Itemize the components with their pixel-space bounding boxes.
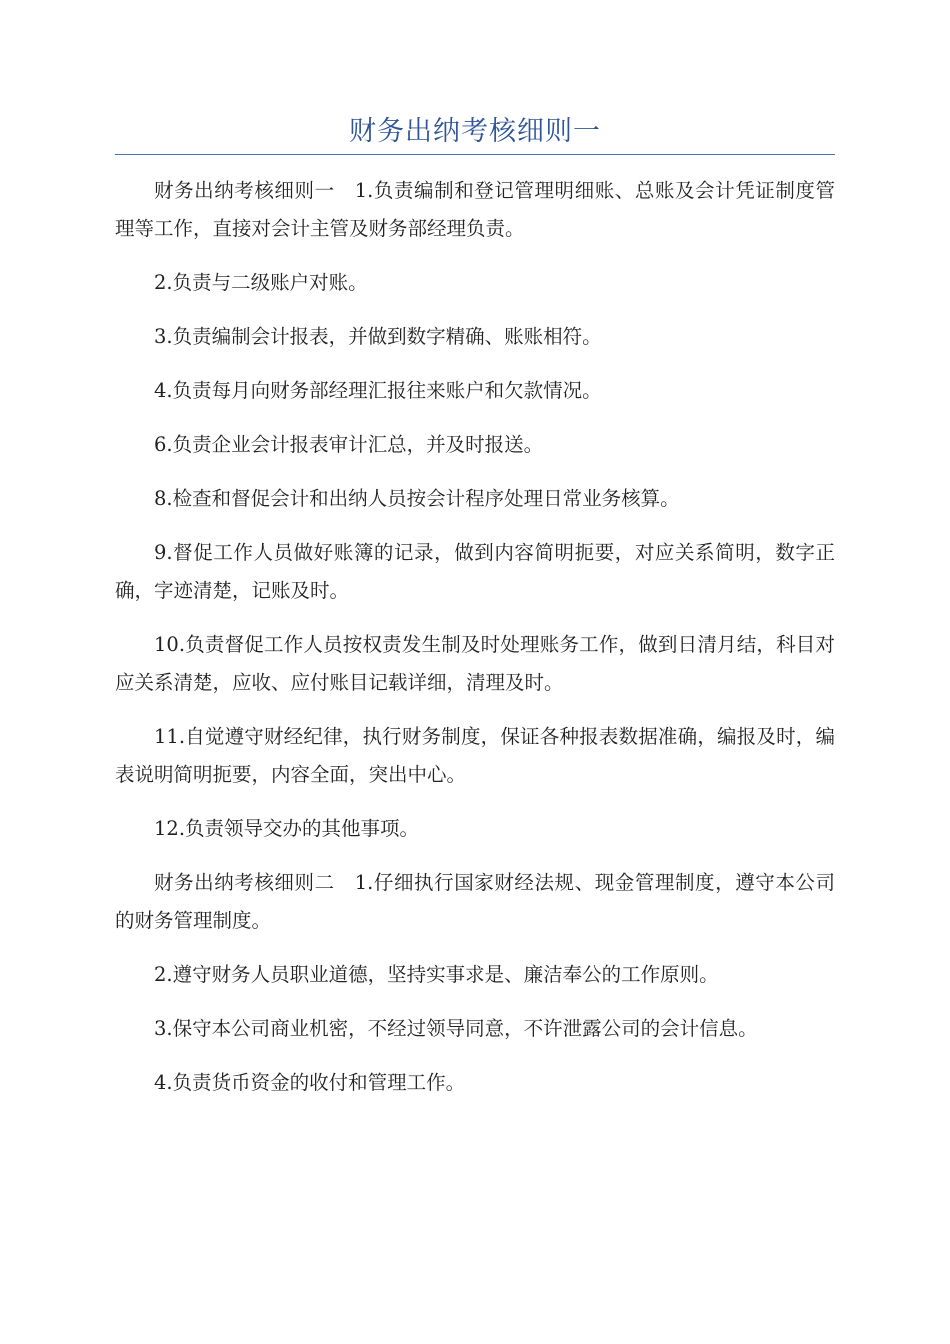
paragraph: 3.保守本公司商业机密，不经过领导同意，不许泄露公司的会计信息。 [154, 1017, 758, 1040]
paragraph: 6.负责企业会计报表审计汇总，并及时报送。 [154, 433, 544, 456]
paragraph: 2.遵守财务人员职业道德，坚持实事求是、廉洁奉公的工作原则。 [154, 963, 719, 986]
title-underline [115, 154, 835, 155]
paragraph: 2.负责与二级账户对账。 [154, 271, 368, 294]
paragraph: 财务出纳考核细则一 1.负责编制和登记管理明细账、总账及会计凭证制度管理等工作，直接对会计主管及财务部经理负责。 [115, 179, 835, 240]
paragraph: 4.负责货币资金的收付和管理工作。 [154, 1071, 466, 1094]
paragraph: 8.检查和督促会计和出纳人员按会计程序处理日常业务核算。 [154, 487, 680, 510]
paragraph: 11.自觉遵守财经纪律，执行财务制度，保证各种报表数据准确，编报及时，编表说明简明扼要，内容全面，突出中心。 [115, 725, 835, 786]
paragraph: 12.负责领导交办的其他事项。 [154, 817, 420, 840]
document-title: 财务出纳考核细则一 [349, 116, 601, 147]
paragraph: 3.负责编制会计报表，并做到数字精确、账账相符。 [154, 325, 602, 348]
document-body [115, 172, 835, 1118]
paragraph: 财务出纳考核细则二 1.仔细执行国家财经法规、现金管理制度，遵守本公司的财务管理制度。 [115, 871, 835, 932]
paragraph: 10.负责督促工作人员按权责发生制及时处理账务工作，做到日清月结，科目对应关系清楚，应收、应付账目记载详细，清理及时。 [115, 633, 835, 694]
paragraph: 4.负责每月向财务部经理汇报往来账户和欠款情况。 [154, 379, 602, 402]
paragraph: 9.督促工作人员做好账簿的记录，做到内容简明扼要，对应关系简明，数字正确，字迹清楚，记账及时。 [115, 541, 835, 602]
